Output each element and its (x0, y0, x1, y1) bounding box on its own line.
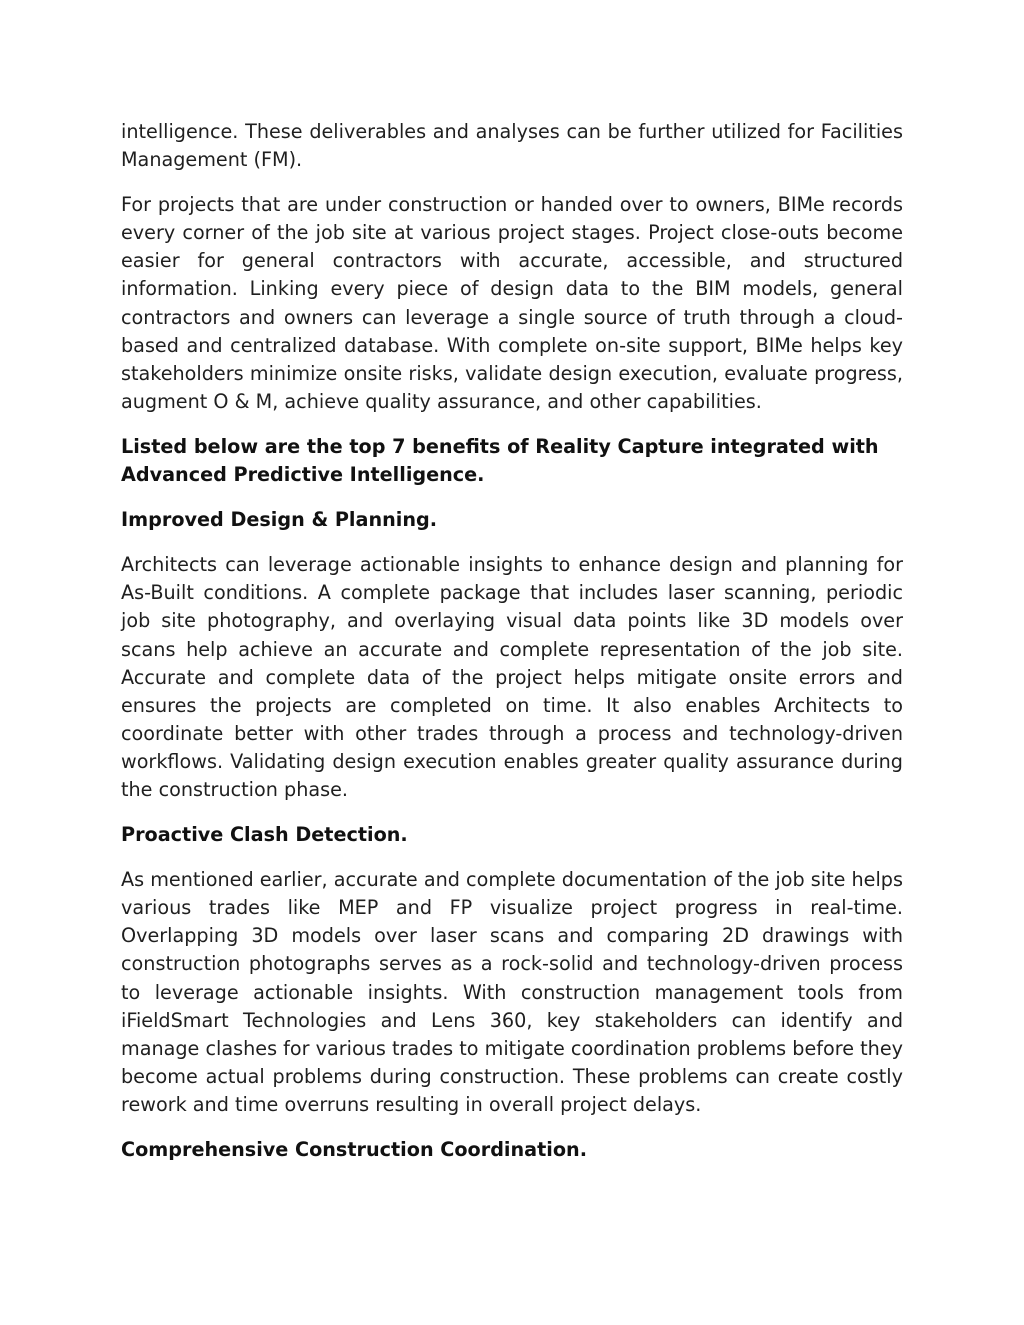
heading-improved-design-planning: Improved Design & Planning. (121, 508, 438, 532)
heading-top-7-benefits: Listed below are the top 7 benefits of Reality Capture integrated with Advanced Predictive Intelligence. (121, 434, 879, 487)
paragraph-architects-insights: Architects can leverage actionable insights to enhance design and planning for As-Built conditions. A complete package that includes laser scanning, periodic job site photography, and overlaying visual data points like 3D models over scans help achieve an accurate and complete representation of the job site. Accurate and complete data of the project helps mitigate onsite errors and ensures the projects are completed on time. It also enables Architects to coordinate better with other trades through a process and technology-driven workflows. Validating design execution enables greater quality assurance during the construction phase. (121, 553, 903, 801)
paragraph-fm-intro: intelligence. These deliverables and analyses can be further utilized for Facilities Management (FM). (121, 120, 903, 172)
heading-construction-coordination: Comprehensive Construction Coordination. (121, 1138, 587, 1161)
paragraph-bime-records: For projects that are under construction or handed over to owners, BIMe records every corner of the job site at various project stages. Project close-outs become easier for general contractors with accurate, accessible, and structured information. Linking every piece of design data to the BIM models, general contractors and owners can leverage a single source of truth through a cloud-based and centralized database. With complete on-site support, BIMe helps key stakeholders minimize onsite risks, validate design execution, evaluate progress, augment O & M, achieve quality assurance, and other capabilities. (121, 193, 903, 413)
heading-proactive-clash-detection: Proactive Clash Detection. (121, 823, 408, 847)
paragraph-clash-detection: As mentioned earlier, accurate and complete documentation of the job site helps various trades like MEP and FP visualize project progress in real-time. Overlapping 3D models over laser scans and comparing 2D drawings with construction photographs serves as a rock-solid and technology-driven process to leverage actionable insights. With construction management tools from iFieldSmart Technologies and Lens 360, key stakeholders can identify and manage clashes for various trades to mitigate coordination problems before they become actual problems during construction. These problems can create costly rework and time overruns resulting in overall project delays. (121, 868, 903, 1116)
document-page (121, 118, 903, 1181)
